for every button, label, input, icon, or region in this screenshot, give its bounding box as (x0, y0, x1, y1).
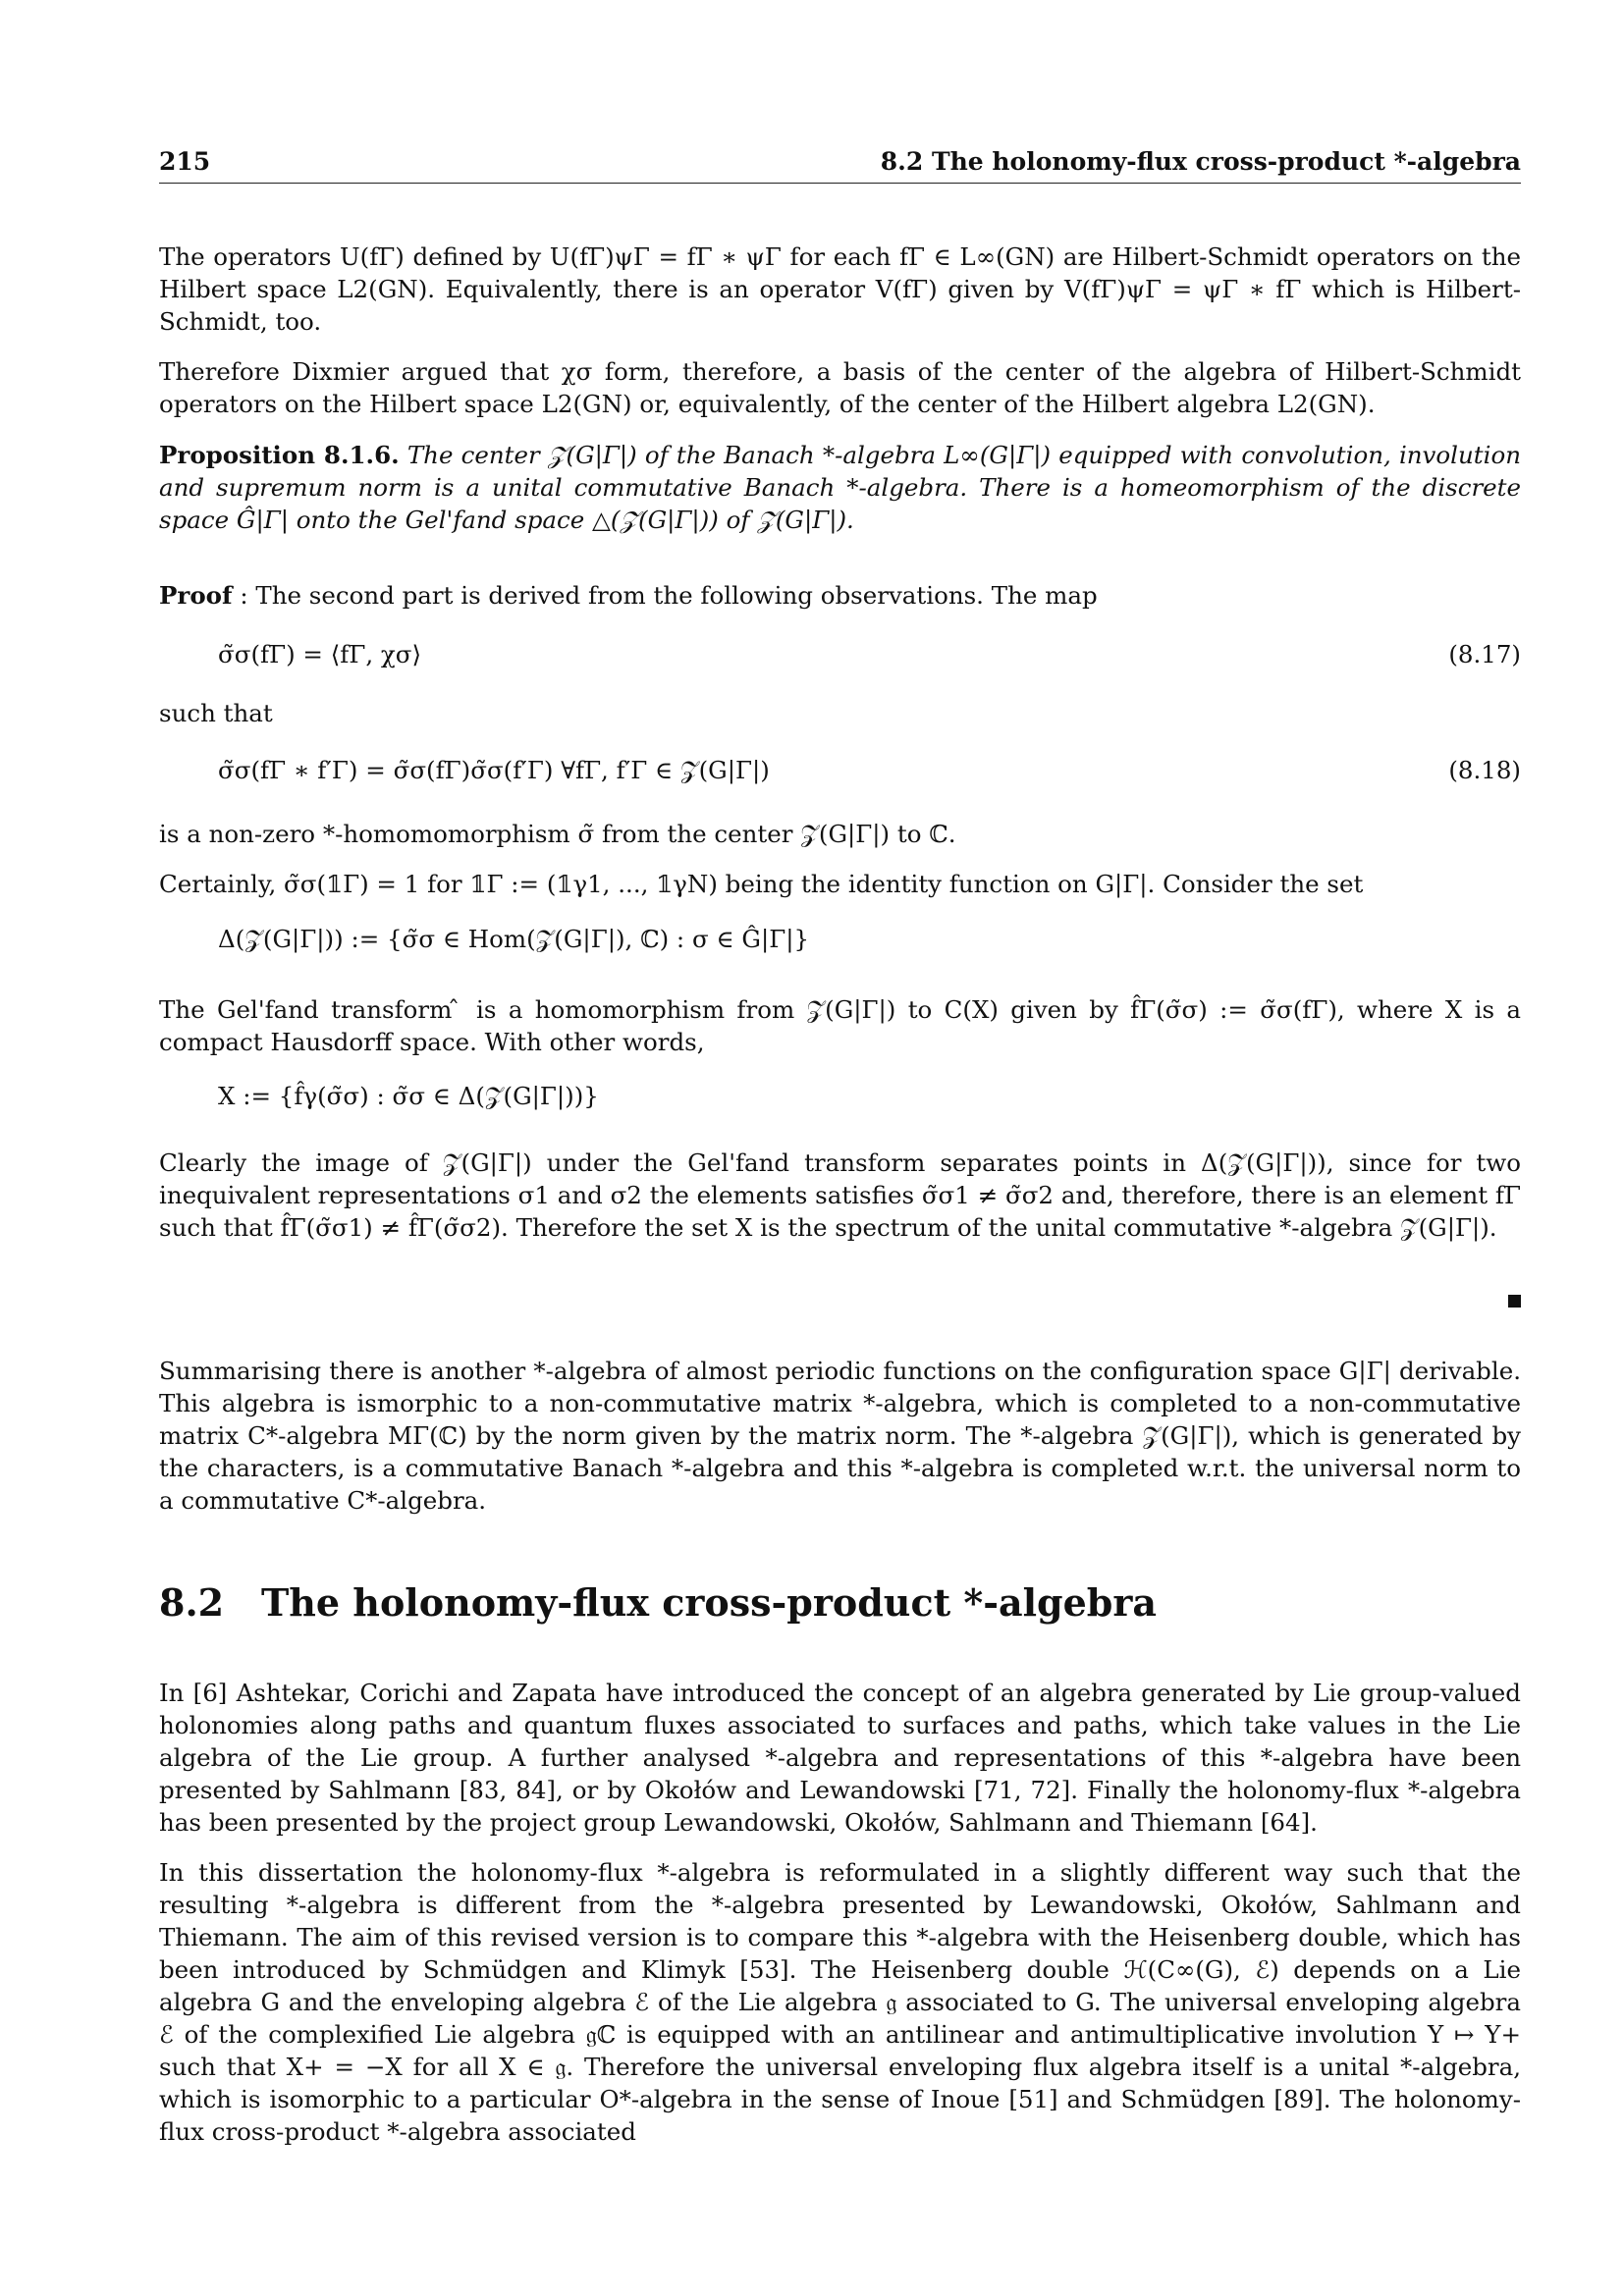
section-number: 8.2 (159, 1580, 225, 1625)
equation-8-17: σ̃σ(fΓ) = ⟨fΓ, χσ⟩ (218, 640, 422, 668)
paragraph-dixmier: Therefore Dixmier argued that χσ form, therefore, a basis of the center of the algebra of Hilbert-Schmidt operators on the Hilbert space L2(GN) or, equivalently, of the center of the Hilbert algebra L2(GN). (159, 357, 1521, 418)
paragraph-dissertation: In this dissertation the holonomy-flux *-algebra is reformulated in a slightly different way such that the resulting *-algebra is different from the *-algebra presented by Lewandowski, Okołów, Sahlmann and Thiemann. The aim of this revised version is to compare this *-algebra with the Heisenberg double, which has been introduced by Schmüdgen and Klimyk [53]. The Heisenberg double ℋ(C∞(G), ℰ) depends on a Lie algebra G and the enveloping algebra ℰ of the Lie algebra 𝔤 associated to G. The universal enveloping algebra ℰ of the complexified Lie algebra 𝔤ℂ is equipped with an antilinear and antimultiplicative involution Y ↦ Y+ such that X+ = −X for all X ∈ 𝔤. Therefore the universal enveloping flux algebra itself is a unital *-algebra, which is isomorphic to a particular O*-algebra in the sense of Inoue [51] and Schmüdgen [89]. The holonomy-flux cross-product *-algebra associated (159, 1858, 1521, 2146)
homomorphism-line: is a non-zero *-homomomorphism σ̃ from the center 𝒵(G|Γ|) to ℂ. (159, 820, 956, 848)
section-title: The holonomy-flux cross-product *-algebra (261, 1580, 1158, 1625)
equation-gelfand-space: Δ(𝒵(G|Γ|)) := {σ̃σ ∈ Hom(𝒵(G|Γ|), ℂ) : σ ∈ Ĝ|Γ|} (218, 925, 810, 953)
equation-8-18: σ̃σ(fΓ ∗ f′Γ) = σ̃σ(fΓ)σ̃σ(f′Γ) ∀fΓ, f′Γ ∈ 𝒵(G|Γ|) (218, 756, 770, 784)
proof-label: Proof (159, 581, 233, 610)
paragraph-summary: Summarising there is another *-algebra of almost periodic functions on the configuration space G|Γ| derivable. This algebra is ismorphic to a non-commutative matrix *-algebra, which is completed to a non-commutative matrix C*-algebra MΓ(ℂ) by the norm given by the matrix norm. The *-algebra 𝒵(G|Γ|), which is generated by the characters, is a commutative Banach *-algebra and this *-algebra is completed w.r.t. the universal norm to a commutative C*-algebra. (159, 1357, 1521, 1515)
certainly-line: Certainly, σ̃σ(𝟙Γ) = 1 for 𝟙Γ := (𝟙γ1, ..., 𝟙γN) being the identity function on G|Γ|. Consider the set (159, 870, 1364, 898)
equation-number-8-18: (8.18) (1448, 756, 1521, 784)
equation-number-8-17: (8.17) (1448, 640, 1521, 668)
proposition-label: Proposition 8.1.6. (159, 441, 400, 469)
paragraph-ashtekar: In [6] Ashtekar, Corichi and Zapata have introduced the concept of an algebra generated by Lie group-valued holonomies along paths and quantum fluxes associated to surfaces and paths, which take values in the Lie algebra of the Lie group. A further analysed *-algebra and representations of this *-algebra have been presented by Sahlmann [83, 84], or by Okołów and Lewandowski [71, 72]. Finally the holonomy-flux *-algebra has been presented by the project group Lewandowski, Okołów, Sahlmann and Thiemann [64]. (159, 1679, 1521, 1837)
qed-square (1508, 1295, 1521, 1308)
paragraph-operators: The operators U(fΓ) defined by U(fΓ)ψΓ = fΓ ∗ ψΓ for each fΓ ∈ L∞(GN) are Hilbert-Schmidt operators on the Hilbert space L2(GN). Equivalently, there is an operator V(fΓ) given by V(fΓ)ψΓ = ψΓ ∗ fΓ which is Hilbert-Schmidt, too. (159, 242, 1521, 336)
proposition-8-1-6 (159, 439, 1521, 536)
running-title: 8.2 The holonomy-flux cross-product *-algebra (880, 147, 1521, 176)
proof-intro-text: : The second part is derived from the following observations. The map (240, 581, 1098, 610)
page-number: 215 (159, 147, 211, 176)
paragraph-clearly: Clearly the image of 𝒵(G|Γ|) under the Gel'fand transform separates points in Δ(𝒵(G|Γ|)), since for two inequivalent representations σ1 and σ2 the elements satisfies σ̃σ1 ≠ σ̃σ2 and, therefore, there is an element fΓ such that f̂Γ(σ̃σ1) ≠ f̂Γ(σ̃σ2). Therefore the set X is the spectrum of the unital commutative *-algebra 𝒵(G|Γ|). (159, 1148, 1521, 1242)
equation-x-definition: X := {f̂γ(σ̃σ) : σ̃σ ∈ Δ(𝒵(G|Γ|))} (218, 1082, 599, 1110)
such-that-text: such that (159, 699, 273, 727)
proposition-text: The center 𝒵(G|Γ|) of the Banach *-algebra L∞(G|Γ|) equipped with convolution, involution and supremum norm is a unital commutative Banach *-algebra. There is a homeomorphism of the discrete space Ĝ|Γ| onto the Gel'fand space △(𝒵(G|Γ|)) of 𝒵(G|Γ|). (159, 441, 1521, 534)
paragraph-gelfand-transform: The Gel'fand transform ̂ is a homomorphism from 𝒵(G|Γ|) to C(X) given by f̂Γ(σ̃σ) := σ̃σ(fΓ), where X is a compact Hausdorff space. With other words, (159, 995, 1521, 1056)
section-heading (159, 1580, 1157, 1625)
running-header (159, 147, 1521, 184)
proof-intro (159, 579, 1521, 612)
